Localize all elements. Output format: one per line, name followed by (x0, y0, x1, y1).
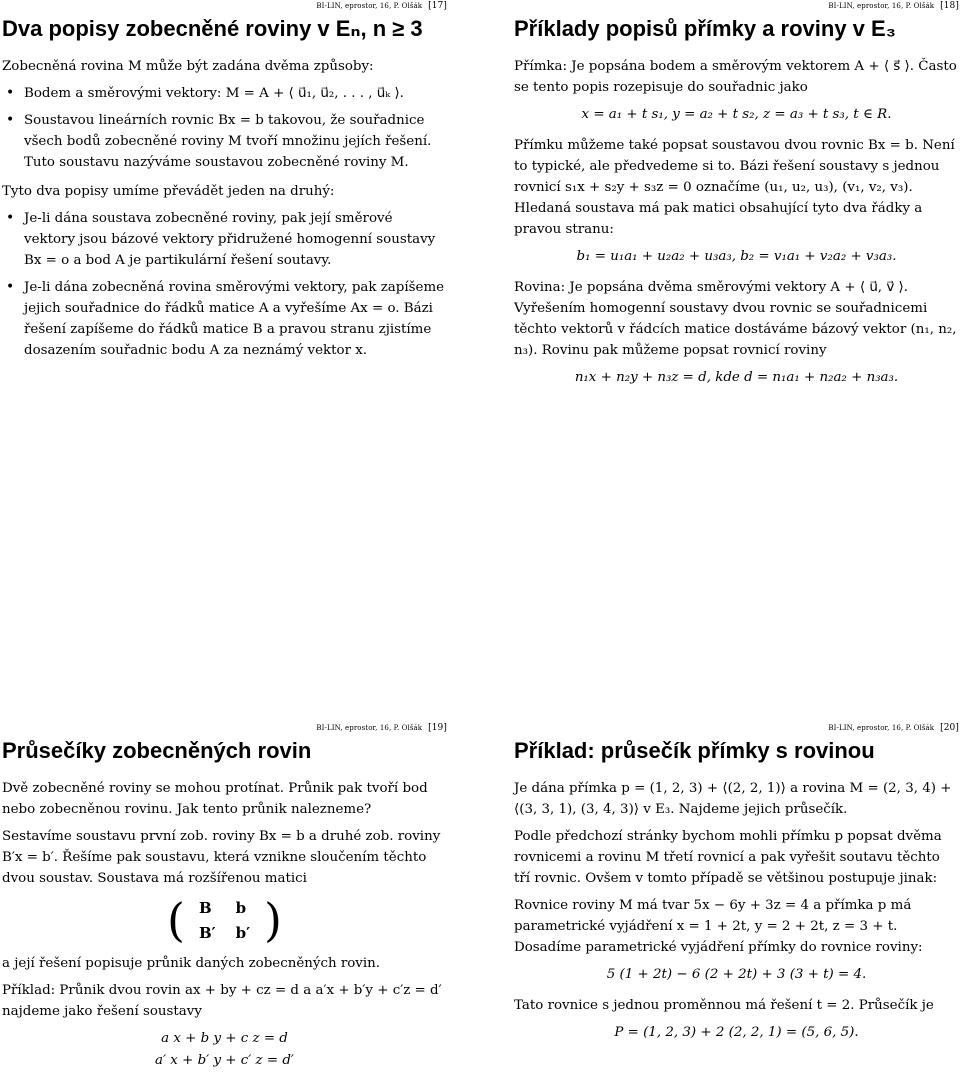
matrix-cell: b (235, 898, 247, 917)
slide-header (2, 0, 447, 12)
paragraph: Podle předchozí stránky bychom mohli přímku p popsat dvěma rovnicemi a rovinu M třetí rovnicí a pak vyřešit soutavu těchto tří rovnic. Ovšem v tomto případě se většinou postupuje jinak: (514, 829, 942, 886)
header-text: BI-LIN, eprostor, 16, P. Olšák (828, 2, 935, 10)
augmented-matrix (2, 895, 447, 945)
equation: n₁x + n₂y + n₃z = d, kde d = n₁a₁ + n₂a₂ + n₃a₃. (574, 370, 899, 385)
equation-system (2, 1028, 447, 1072)
header-text: BI-LIN, eprostor, 16, P. Olšák (316, 2, 423, 10)
paragraph: Je dána přímka p = (1, 2, 3) + ⟨(2, 2, 1)⟩ a rovina M = (2, 3, 4) + ⟨(3, 3, 1), (3, 4, 3)⟩ v E₃. Najdeme jejich průsečík. (514, 781, 952, 817)
paragraph: Rovnice roviny M má tvar 5x − 6y + 3z = 4 a přímka p má parametrické vyjádření x = 1 + 2t, y = 2 + 2t, z = 3 + t. Dosadíme parametrické vyjádření přímky do rovnice roviny: (514, 898, 923, 955)
slide-title: Dva popisy zobecněné roviny v Eₙ, n ≥ 3 (2, 16, 423, 41)
page-number: [17] (428, 1, 447, 11)
slide-title: Příklady popisů přímky a roviny v E₃ (514, 16, 896, 41)
matrix-cell: B′ (198, 923, 216, 942)
paragraph: Rovina: Je popsána dvěma směrovými vektory A + ⟨ u⃗, v⃗ ⟩. Vyřešením homogenní soustavy dvou rovnic se souřadnicemi těchto vektorů v řádcích matice dostáváme bázový vektor (n₁, n₂, n₃). Rovinu pak můžeme popsat rovnicí roviny (514, 280, 957, 358)
left-paren: ( (167, 893, 185, 947)
equation: b₁ = u₁a₁ + u₂a₂ + u₃a₃, b₂ = v₁a₁ + v₂a₂ + v₃a₃. (576, 249, 897, 264)
page-number: [18] (940, 1, 959, 11)
bullet-list (2, 83, 447, 173)
slide-19 (2, 722, 447, 1072)
page-number: [19] (428, 723, 447, 733)
list-item: • Je-li dána zobecněná rovina směrovými vektory, pak zapíšeme jejich souřadnice do řádků matice A a vyřešíme Ax = o. Bázi řešení zapíšeme do řádků matice B a pravou stranu zjistíme dosazením souřadnic bodu A za neznámý vektor x. (2, 277, 447, 361)
slide-20 (514, 722, 959, 1053)
equation: a′ x + b′ y + c′ z = d′ (155, 1053, 294, 1068)
slide-title: Průsečíky zobecněných rovin (2, 738, 312, 763)
slide-title: Příklad: průsečík přímky s rovinou (514, 738, 875, 763)
matrix-cell: b′ (235, 923, 251, 942)
right-paren: ) (264, 893, 282, 947)
intro-paragraph: Zobecněná rovina M může být zadána dvěma způsoby: (2, 59, 374, 74)
header-text: BI-LIN, eprostor, 16, P. Olšák (828, 724, 935, 732)
bullet-list (2, 208, 447, 361)
paragraph: Příklad: Průnik dvou rovin ax + by + cz = d a a′x + b′y + c′z = d′ najdeme jako řešení soustavy (2, 983, 442, 1019)
list-item: • Je-li dána soustava zobecněné roviny, pak její směrové vektory jsou bázové vektory přidružené homogenní soustavy Bx = o a bod A je partikulární řešení soutavy. (2, 208, 447, 271)
list-item: • Soustavou lineárních rovnic Bx = b takovou, že souřadnice všech bodů zobecněné roviny M tvoří množinu jejích řešení. Tuto soustavu nazýváme soustavou zobecněné roviny M. (2, 110, 447, 173)
equation: a x + b y + c z = d (161, 1031, 288, 1046)
slide-18 (514, 0, 959, 398)
paragraph: Sestavíme soustavu první zob. roviny Bx = b a druhé zob. roviny B′x = b′. Řešíme pak soustavu, která vznikne sloučením těchto dvou soustav. Soustava má rozšířenou matici (2, 829, 441, 886)
page-number: [20] (940, 723, 959, 733)
paragraph: Přímka: Je popsána bodem a směrovým vektorem A + ⟨ s⃗ ⟩. Často se tento popis rozepisuje do souřadnic jako (514, 59, 957, 95)
slide-header (514, 722, 959, 734)
matrix-cell: B (198, 898, 212, 917)
equation: P = (1, 2, 3) + 2 (2, 2, 1) = (5, 6, 5). (614, 1025, 859, 1040)
slide-header (514, 0, 959, 12)
paragraph: Tato rovnice s jednou proměnnou má řešení t = 2. Průsečík je (514, 998, 934, 1013)
slide-17 (2, 0, 447, 369)
paragraph: Přímku můžeme také popsat soustavou dvou rovnic Bx = b. Není to typické, ale předvedeme si to. Bázi řešení soustavy s jednou rovnicí s₁x + s₂y + s₃z = 0 označíme (u₁, u₂, u₃), (v₁, v₂, v₃). Hledaná soustava má pak matici obsahující tyto dva řádky a pravou stranu: (514, 138, 955, 237)
list-item: • Bodem a směrovými vektory: M = A + ⟨ u⃗₁, u⃗₂, . . . , u⃗ₖ ⟩. (2, 83, 447, 104)
slide-header (2, 722, 447, 734)
paragraph: a její řešení popisuje průnik daných zobecněných rovin. (2, 956, 381, 971)
equation: x = a₁ + t s₁, y = a₂ + t s₂, z = a₃ + t s₃, t ∈ R. (581, 107, 892, 122)
equation: 5 (1 + 2t) − 6 (2 + 2t) + 3 (3 + t) = 4. (606, 967, 867, 982)
paragraph: Tyto dva popisy umíme převádět jeden na druhý: (2, 184, 335, 199)
paragraph: Dvě zobecněné roviny se mohou protínat. Průnik pak tvoří bod nebo zobecněnou rovinu. Jak tento průnik nalezneme? (2, 781, 428, 817)
matrix-table (189, 895, 260, 945)
header-text: BI-LIN, eprostor, 16, P. Olšák (316, 724, 423, 732)
